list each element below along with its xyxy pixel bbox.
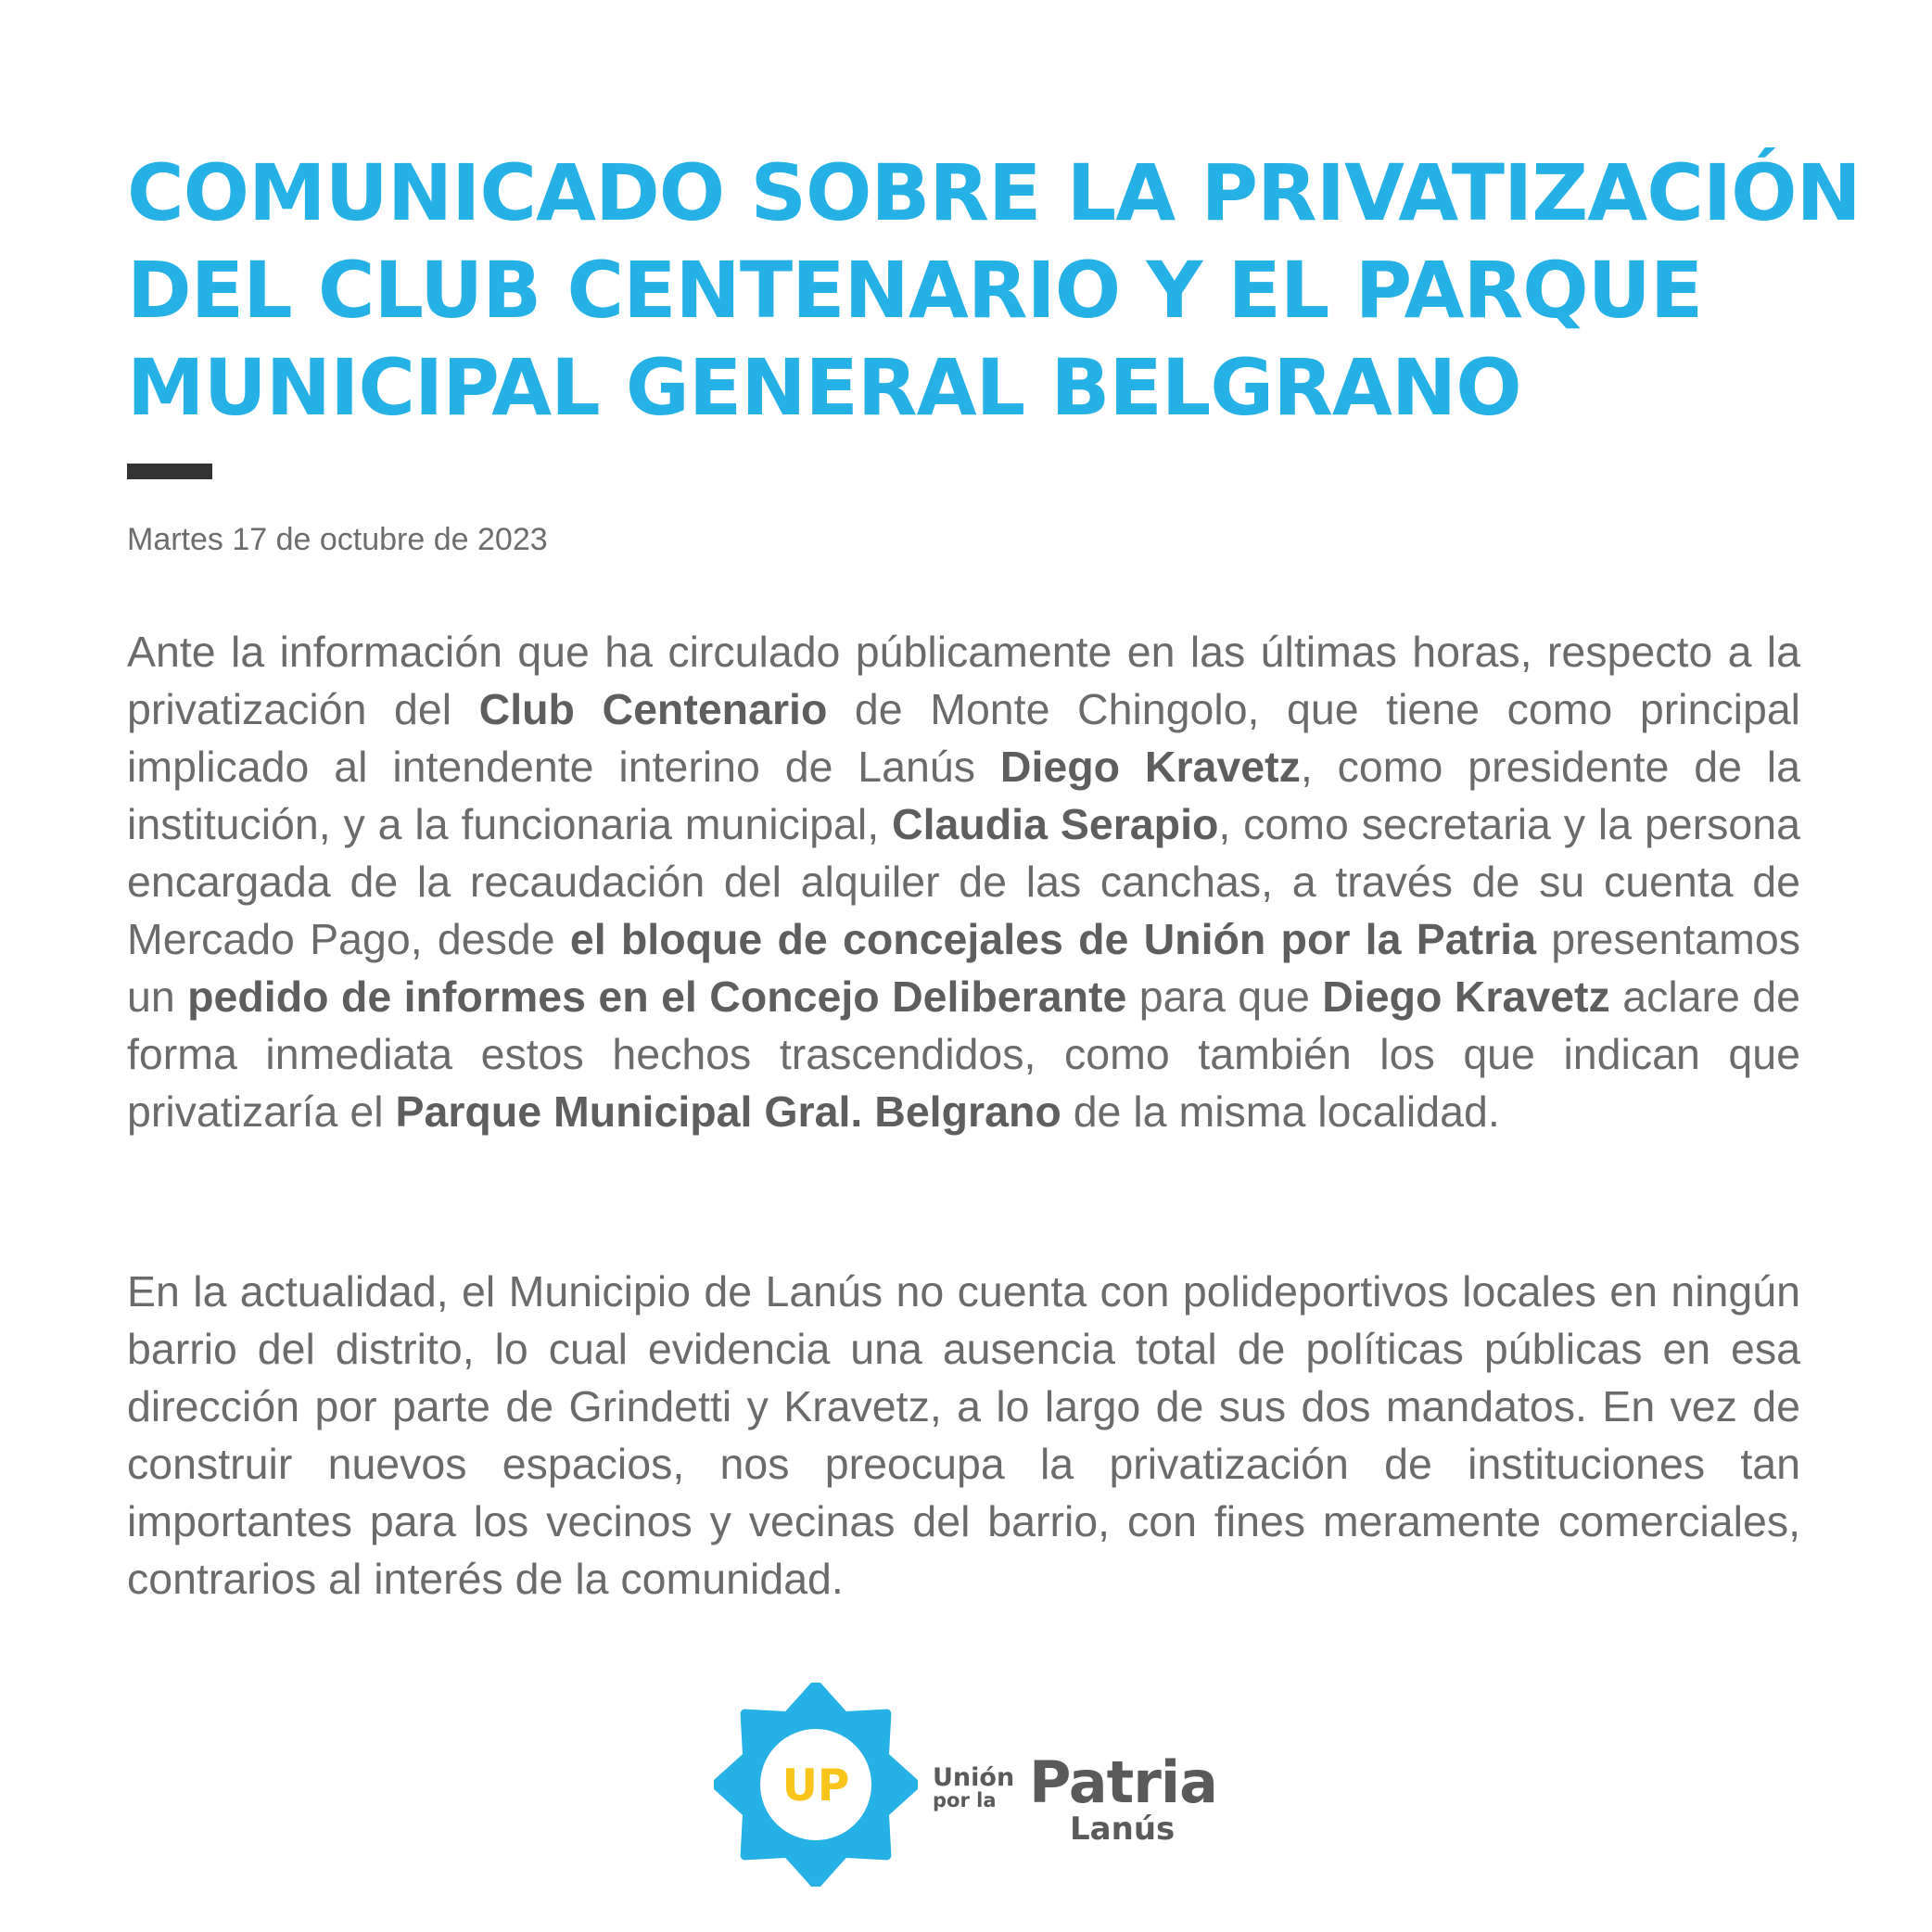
paragraph-2: En la actualidad, el Municipio de Lanús no cuenta con polideportivos locales en ningún barrio del distrito, lo cual evidencia una ausencia total de políticas públicas en esa dirección por parte de Grindetti y Kravetz, a lo largo de sus dos mandatos. En vez de construir nuevos espacios, nos preocupa la privatización de instituciones tan importantes para los vecinos y vecinas del barrio, con fines meramente comerciales, contrarios al interés de la comunidad. — [127, 1267, 1800, 1603]
body-text-segment: , como secretaria y la persona encargada de la recaudación del alquiler de las canchas, a través de su cuenta de Mercado Pago, desde — [127, 800, 1800, 963]
body-text-segment: Ante la información que ha circulado públicamente en las últimas horas, respecto a la privatización del — [127, 628, 1800, 733]
body-text-segment: aclare de forma inmediata estos hechos trascendidos, como también los que indican que privatizaría el — [127, 972, 1800, 1136]
title-line-1: COMUNICADO SOBRE LA PRIVATIZACIÓN — [127, 147, 1861, 238]
highlighted-text: Club Centenario — [478, 685, 828, 733]
publication-date: Martes 17 de octubre de 2023 — [127, 522, 548, 557]
highlighted-text: Parque Municipal Gral. Belgrano — [395, 1087, 1061, 1136]
title-divider — [127, 464, 212, 479]
highlighted-text: Claudia Serapio — [892, 800, 1219, 848]
title-line-2: DEL CLUB CENTENARIO Y EL PARQUE — [127, 245, 1703, 336]
title-line-3: MUNICIPAL GENERAL BELGRANO — [127, 342, 1521, 433]
highlighted-text: el bloque de concejales de Unión por la Patria — [569, 915, 1536, 963]
highlighted-text: pedido de informes en el Concejo Deliberante — [187, 972, 1127, 1021]
union-por-la-patria-logo — [714, 1683, 1252, 1905]
body-text-segment: de la misma localidad. — [1061, 1087, 1500, 1136]
star-badge-icon — [714, 1683, 918, 1887]
logo-text-union: Unión — [933, 1763, 1015, 1792]
body-text-segment: presentamos un — [127, 915, 1800, 1021]
paragraph-1 — [127, 623, 1800, 1140]
body-text-segment: de Monte Chingolo, que tiene como principal implicado al intendente interino de Lanús — [127, 685, 1801, 791]
body-text-segment: , como presidente de la institución, y a la funcionaria municipal, — [127, 743, 1800, 848]
logo-badge-text: UP — [782, 1760, 850, 1811]
page-title — [127, 145, 1861, 437]
logo-text-por-la: por la — [933, 1789, 997, 1811]
logo-text-lanus: Lanús — [1070, 1811, 1176, 1848]
highlighted-text: Diego Kravetz — [1322, 972, 1610, 1021]
highlighted-text: Diego Kravetz — [999, 743, 1301, 791]
logo-text-patria: Patria — [1029, 1748, 1217, 1816]
body-text-segment: para que — [1126, 972, 1323, 1021]
